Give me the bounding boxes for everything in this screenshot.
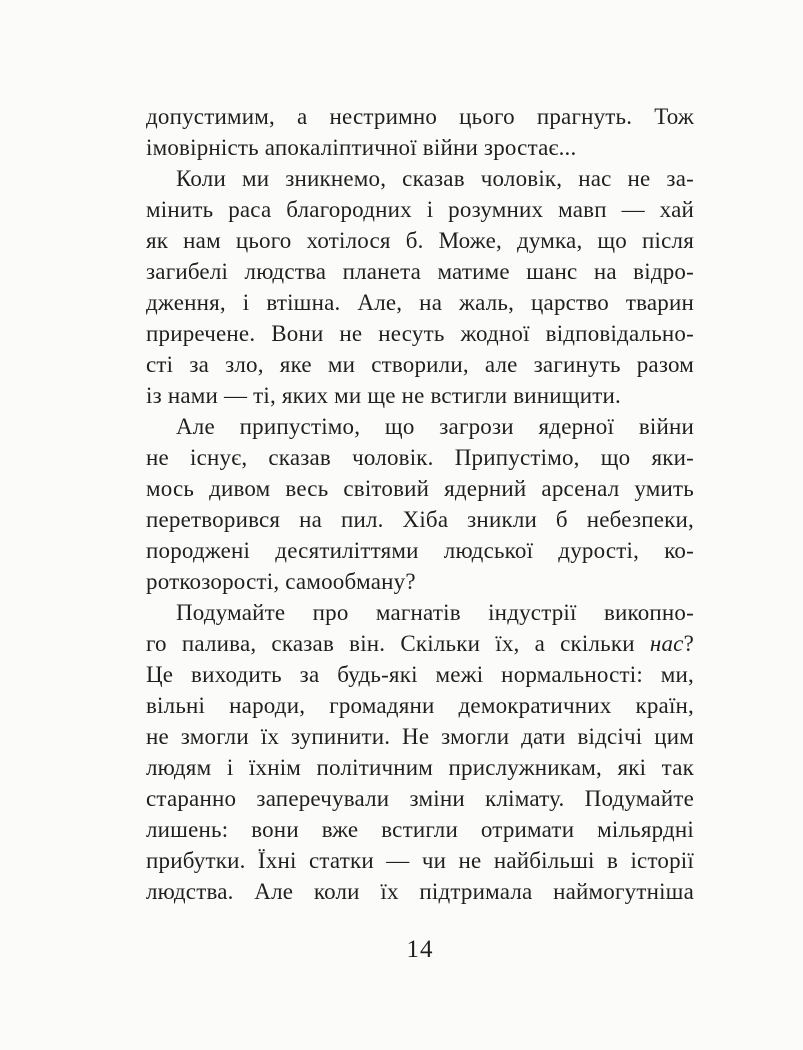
text-line: імовірність апокаліптичної війни зростає... (146, 135, 577, 160)
text-line: мось дивом весь світовий ядерний арсенал умить (146, 476, 694, 501)
text-line: не змогли їх зупинити. Не змогли дати відсічі цим (146, 724, 694, 749)
paragraph (146, 597, 694, 907)
text-line: мінить раса благородних і розумних мавп — хай (146, 197, 694, 222)
page-text-block (146, 101, 694, 907)
text-segment: ? (683, 631, 694, 656)
text-line (146, 628, 694, 659)
text-line: не існує, сказав чоловік. Припустімо, що яки- (146, 445, 694, 470)
text-line: сті за зло, яке ми створили, але загинуть разом (146, 352, 694, 377)
text-line: перетворився на пил. Хіба зникли б небезпеки, (146, 507, 694, 532)
text-line: як нам цього хотілося б. Може, думка, що після (146, 228, 694, 253)
text-line: лишень: вони вже встигли отримати мільярдні (146, 817, 694, 842)
text-line: приречене. Вони не несуть жодної відповідально- (146, 321, 694, 346)
text-line: дження, і втішна. Але, на жаль, царство тварин (146, 290, 694, 315)
text-line: Але припустімо, що загрози ядерної війни (176, 414, 694, 439)
text-line: допустимим, а нестримно цього прагнуть. Тож (146, 104, 694, 129)
text-line: старанно заперечували зміни клімату. Подумайте (146, 786, 694, 811)
text-segment: го палива, сказав він. Скільки їх, а скільки (146, 631, 650, 656)
text-line: Це виходить за будь-які межі нормальності: ми, (146, 662, 694, 687)
text-line: людства. Але коли їх підтримала наймогутніша (146, 879, 694, 904)
paragraph (146, 411, 694, 597)
paragraph (146, 101, 694, 163)
text-line: Коли ми зникнемо, сказав чоловік, нас не за- (176, 166, 694, 191)
italic-word: нас (649, 631, 684, 656)
text-line: загибелі людства планета матиме шанс на відро- (146, 259, 694, 284)
text-line: роткозорості, самообману? (146, 569, 416, 594)
text-line: Подумайте про магнатів індустрії викопно- (176, 600, 694, 625)
text-line: породжені десятиліттями людської дурості, ко- (146, 538, 694, 563)
text-line: із нами — ті, яких ми ще не встигли винищити. (146, 383, 621, 408)
text-line: людям і їхнім політичним прислужникам, які так (146, 755, 694, 780)
text-line: вільні народи, громадяни демократичних країн, (146, 693, 694, 718)
page-number: 14 (406, 936, 434, 963)
paragraph (146, 163, 694, 411)
text-line: прибутки. Їхні статки — чи не найбільші в історії (146, 848, 694, 873)
